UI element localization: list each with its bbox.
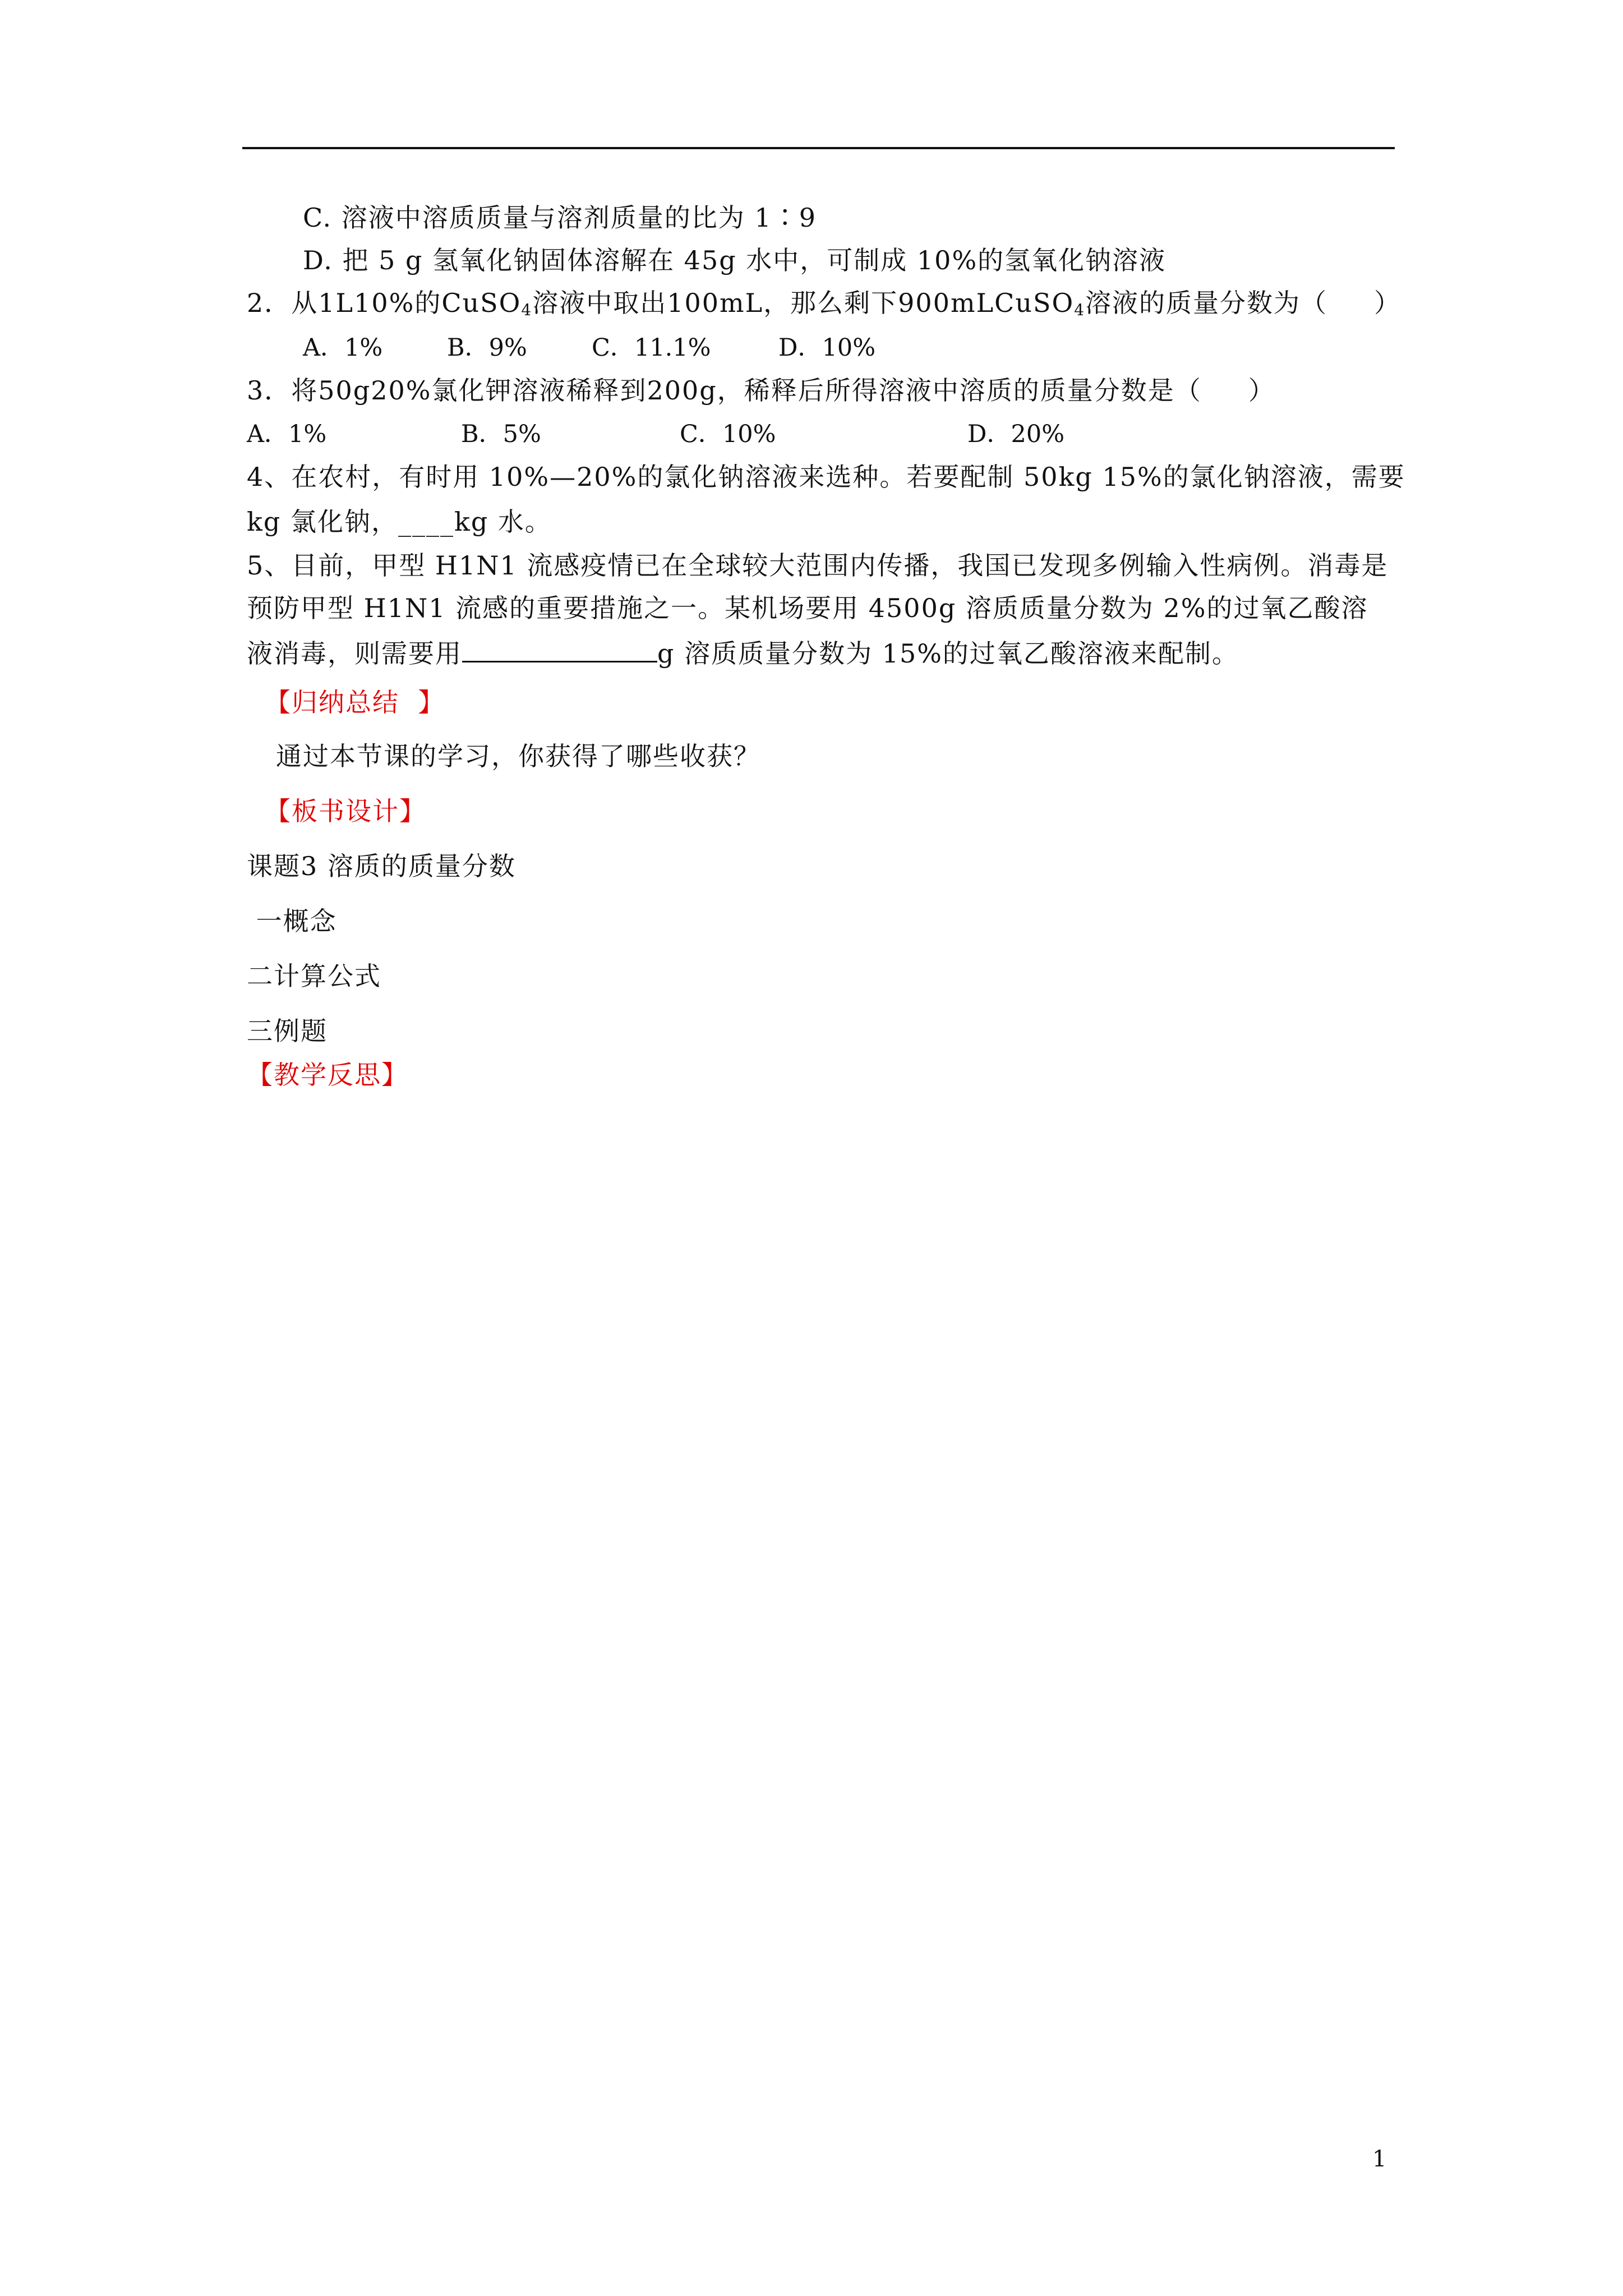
blackboard-title: 课题3 溶质的质量分数	[247, 851, 516, 881]
question5-answer-blank	[462, 634, 657, 662]
question3-option-d: D．20%	[967, 420, 1065, 448]
question3-stem: 3．将50g20%氯化钾溶液稀释到200g，稀释后所得溶液中溶质的质量分数是（ ）	[247, 375, 1275, 406]
header-rule	[242, 147, 1395, 149]
question5-line3	[247, 634, 1239, 670]
question3-option-b: B．5%	[461, 420, 541, 448]
question2-option-a: A．1%	[303, 334, 383, 362]
blackboard-heading: 【板书设计】	[265, 796, 426, 826]
question2-option-b: B．9%	[447, 334, 527, 362]
question5-line1: 5、目前，甲型 H1N1 流感疫情已在全球较大范围内传播，我国已发现多例输入性病例。消毒是	[247, 550, 1389, 581]
question2-option-d: D．10%	[778, 334, 876, 362]
question4-line2	[247, 505, 552, 539]
blackboard-item-examples: 三例题	[247, 1016, 328, 1046]
question5-line3-part1: 液消毒，则需要用	[247, 638, 462, 669]
question5-line2: 预防甲型 H1N1 流感的重要措施之一。某机场要用 4500g 溶质质量分数为 2%的过氧乙酸溶	[247, 593, 1368, 623]
question3-option-a: A．1%	[247, 420, 327, 448]
page-number: 1	[1372, 2146, 1387, 2172]
question4-line2-part1: kg 氯化钠，	[247, 507, 398, 537]
blackboard-item-formula: 二计算公式	[247, 961, 381, 991]
blackboard-item-concept: 一概念	[247, 906, 337, 936]
question2-subscript-1: 4	[521, 301, 533, 319]
question2-stem-part2: 溶液中取出100mL，那么剩下900mLCuSO	[532, 288, 1075, 318]
question4-line1: 4、在农村，有时用 10%—20%的氯化钠溶液来选种。若要配制 50kg 15%的氯化钠溶液，需要	[247, 462, 1405, 492]
question4-water-blank: ____	[398, 507, 454, 537]
question3-option-c: C．10%	[680, 420, 776, 448]
summary-heading: 【归纳总结 】	[265, 687, 445, 717]
question2-stem	[247, 286, 1401, 320]
question1-option-c: C. 溶液中溶质质量与溶剂质量的比为 1∶9	[303, 203, 817, 233]
summary-text: 通过本节课的学习，你获得了哪些收获？	[276, 741, 760, 771]
question2-option-c: C．11.1%	[592, 334, 711, 362]
question2-stem-part1: 2．从1L10%的CuSO	[247, 288, 522, 318]
question5-line3-part2: g 溶质质量分数为 15%的过氧乙酸溶液来配制。	[657, 638, 1239, 669]
question4-line2-part2: kg 水。	[454, 507, 552, 537]
question2-stem-part3: 溶液的质量分数为（ ）	[1085, 288, 1401, 318]
question2-subscript-2: 4	[1074, 301, 1086, 319]
question1-option-d: D. 把 5 g 氢氧化钠固体溶解在 45g 水中，可制成 10%的氢氧化钠溶液	[303, 245, 1166, 275]
reflection-heading: 【教学反思】	[247, 1060, 408, 1090]
